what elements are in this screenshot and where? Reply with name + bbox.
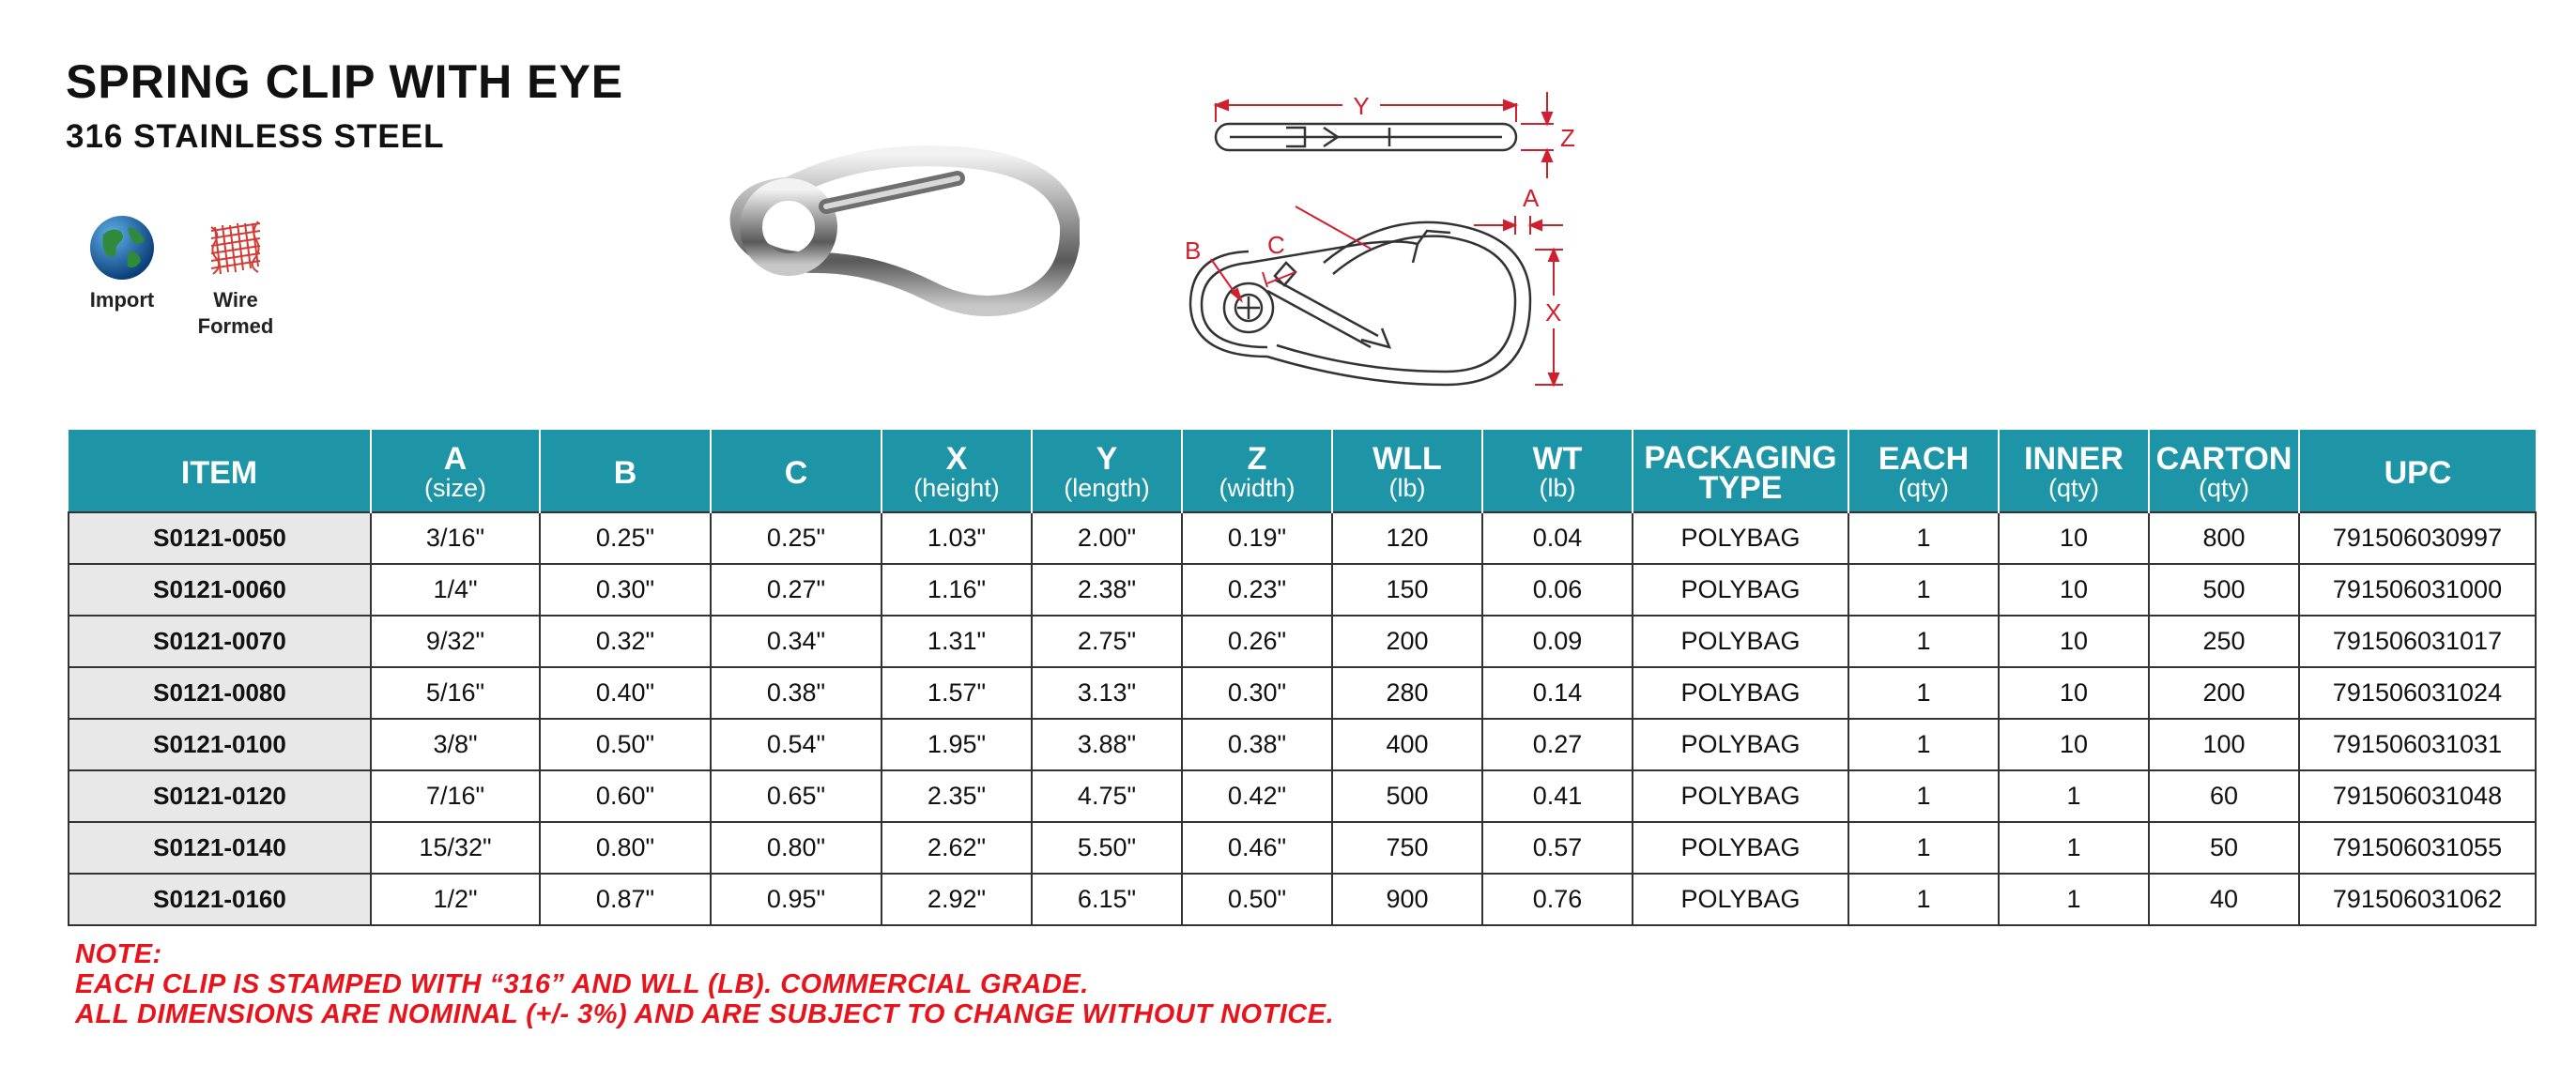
wire-mesh-icon	[202, 214, 269, 282]
table-cell: 400	[1332, 719, 1482, 770]
column-header-label: WT	[1532, 440, 1583, 477]
table-cell: 280	[1332, 667, 1482, 719]
column-header-label: X	[945, 440, 968, 477]
column-header-unit: (height)	[913, 473, 1000, 502]
column-header-x	[882, 430, 1032, 512]
table-cell: 3.88"	[1032, 719, 1182, 770]
table-cell: 0.87"	[540, 874, 711, 925]
column-header-label: A	[443, 440, 468, 477]
table-cell: 1.16"	[882, 564, 1032, 616]
table-cell: 6.15"	[1032, 874, 1182, 925]
table-cell: 0.30"	[1182, 667, 1332, 719]
table-cell: 0.34"	[711, 616, 882, 667]
table-cell: 0.80"	[540, 822, 711, 874]
table-cell: 0.42"	[1182, 770, 1332, 822]
table-cell: 0.40"	[540, 667, 711, 719]
table-cell: 10	[1999, 667, 2149, 719]
table-cell: 0.76	[1482, 874, 1633, 925]
table-cell: 791506031000	[2299, 564, 2536, 616]
column-header-label: C	[784, 454, 808, 491]
table-cell: 0.60"	[540, 770, 711, 822]
table-cell: 1	[1848, 874, 1999, 925]
column-header-unit: (qty)	[2048, 473, 2099, 502]
table-cell: 200	[1332, 616, 1482, 667]
dimension-diagram-drawing	[1173, 75, 1587, 413]
table-cell: 500	[2149, 564, 2299, 616]
table-cell: 40	[2149, 874, 2299, 925]
table-cell: 2.75"	[1032, 616, 1182, 667]
table-cell: 0.50"	[1182, 874, 1332, 925]
table-cell: 0.27	[1482, 719, 1633, 770]
table-cell: POLYBAG	[1633, 719, 1848, 770]
table-cell: 1/4"	[371, 564, 540, 616]
column-header-label: CARTON	[2155, 440, 2292, 477]
column-header-b	[540, 430, 711, 512]
table-cell: 7/16"	[371, 770, 540, 822]
table-cell: 10	[1999, 564, 2149, 616]
table-row	[69, 512, 2536, 564]
table-cell: 120	[1332, 512, 1482, 564]
column-header-upc	[2299, 430, 2536, 512]
column-header-unit: (qty)	[1898, 473, 1949, 502]
table-cell: 1.03"	[882, 512, 1032, 564]
table-row	[69, 719, 2536, 770]
import-label: Import	[89, 288, 155, 312]
table-cell: 1.31"	[882, 616, 1032, 667]
table-cell: 250	[2149, 616, 2299, 667]
table-cell: 1.57"	[882, 667, 1032, 719]
table-cell: 5.50"	[1032, 822, 1182, 874]
table-cell: 791506031048	[2299, 770, 2536, 822]
note-line-stamp: EACH CLIP IS STAMPED WITH “316” AND WLL (LB). COMMERCIAL GRADE.	[75, 969, 1089, 999]
table-cell: 0.23"	[1182, 564, 1332, 616]
item-code-cell: S0121-0050	[69, 512, 371, 564]
column-header-label: Z	[1247, 440, 1267, 477]
table-cell: 0.04	[1482, 512, 1633, 564]
item-code-cell: S0121-0070	[69, 616, 371, 667]
column-header-label: B	[613, 454, 637, 491]
table-cell: 200	[2149, 667, 2299, 719]
column-header-unit: (size)	[424, 473, 486, 502]
table-cell: 1	[1848, 719, 1999, 770]
column-header-unit: (length)	[1064, 473, 1150, 502]
table-cell: 0.41	[1482, 770, 1633, 822]
table-cell: 4.75"	[1032, 770, 1182, 822]
column-header-unit: (width)	[1219, 473, 1296, 502]
dim-y-label: Y	[1353, 92, 1370, 120]
table-cell: 1	[1848, 770, 1999, 822]
table-cell: 10	[1999, 512, 2149, 564]
table-cell: 1	[1848, 822, 1999, 874]
column-header-item	[69, 430, 371, 512]
table-cell: 791506031055	[2299, 822, 2536, 874]
table-cell: 1	[1999, 770, 2149, 822]
spring-clip-illustration	[723, 141, 1080, 328]
column-header-packaging-type	[1633, 430, 1848, 512]
table-cell: 1	[1848, 667, 1999, 719]
table-cell: 0.95"	[711, 874, 882, 925]
column-header-c	[711, 430, 882, 512]
table-cell: 0.46"	[1182, 822, 1332, 874]
table-cell: 800	[2149, 512, 2299, 564]
table-header-row	[69, 430, 2536, 512]
table-cell: 3.13"	[1032, 667, 1182, 719]
table-cell: 0.30"	[540, 564, 711, 616]
table-cell: 50	[2149, 822, 2299, 874]
column-header-each	[1848, 430, 1999, 512]
table-cell: 2.92"	[882, 874, 1032, 925]
product-photo	[723, 141, 1080, 333]
table-cell: 0.57	[1482, 822, 1633, 874]
table-cell: 2.00"	[1032, 512, 1182, 564]
table-cell: 0.38"	[711, 667, 882, 719]
table-cell: 100	[2149, 719, 2299, 770]
column-header-inner	[1999, 430, 2149, 512]
column-header-unit: (qty)	[2199, 473, 2249, 502]
table-cell: 0.65"	[711, 770, 882, 822]
column-header-carton	[2149, 430, 2299, 512]
table-row	[69, 667, 2536, 719]
note-line-dimensions: ALL DIMENSIONS ARE NOMINAL (+/- 3%) AND ARE SUBJECT TO CHANGE WITHOUT NOTICE.	[75, 999, 1335, 1029]
dimension-diagram	[1173, 75, 1587, 418]
wire-formed-badge	[175, 214, 297, 340]
table-row	[69, 564, 2536, 616]
page-title: SPRING CLIP WITH EYE	[66, 55, 624, 108]
table-cell: 1	[1848, 564, 1999, 616]
table-cell: POLYBAG	[1633, 512, 1848, 564]
table-cell: 2.62"	[882, 822, 1032, 874]
column-header-unit: (lb)	[1388, 473, 1426, 502]
table-cell: 500	[1332, 770, 1482, 822]
note-heading: NOTE:	[75, 939, 162, 969]
table-cell: 791506030997	[2299, 512, 2536, 564]
column-header-label: EACH	[1878, 440, 1970, 477]
column-header-wt	[1482, 430, 1633, 512]
spec-table	[68, 430, 2537, 926]
table-cell: 0.26"	[1182, 616, 1332, 667]
table-cell: 791506031024	[2299, 667, 2536, 719]
column-header-label: UPC	[2384, 454, 2452, 491]
table-cell: POLYBAG	[1633, 616, 1848, 667]
column-header-unit: (lb)	[1539, 473, 1576, 502]
table-cell: 0.54"	[711, 719, 882, 770]
table-cell: 1.95"	[882, 719, 1032, 770]
table-cell: POLYBAG	[1633, 770, 1848, 822]
table-cell: 791506031031	[2299, 719, 2536, 770]
table-cell: 150	[1332, 564, 1482, 616]
table-cell: 0.06	[1482, 564, 1633, 616]
table-cell: POLYBAG	[1633, 667, 1848, 719]
table-cell: 10	[1999, 719, 2149, 770]
column-header-label: PACKAGING TYPE	[1644, 439, 1837, 506]
table-cell: 0.32"	[540, 616, 711, 667]
item-code-cell: S0121-0140	[69, 822, 371, 874]
table-cell: 1	[1999, 822, 2149, 874]
dim-b-label: B	[1185, 236, 1202, 265]
globe-icon	[88, 214, 156, 282]
table-cell: 0.80"	[711, 822, 882, 874]
table-cell: 791506031062	[2299, 874, 2536, 925]
item-code-cell: S0121-0120	[69, 770, 371, 822]
table-cell: 10	[1999, 616, 2149, 667]
table-cell: 2.35"	[882, 770, 1032, 822]
table-cell: POLYBAG	[1633, 564, 1848, 616]
item-code-cell: S0121-0080	[69, 667, 371, 719]
item-code-cell: S0121-0160	[69, 874, 371, 925]
table-cell: 1	[1848, 616, 1999, 667]
column-header-a	[371, 430, 540, 512]
table-cell: 0.25"	[711, 512, 882, 564]
column-header-y	[1032, 430, 1182, 512]
dim-c-label: C	[1267, 231, 1285, 259]
item-code-cell: S0121-0060	[69, 564, 371, 616]
table-cell: 0.50"	[540, 719, 711, 770]
table-cell: POLYBAG	[1633, 822, 1848, 874]
table-cell: 750	[1332, 822, 1482, 874]
table-cell: 3/8"	[371, 719, 540, 770]
table-cell: 1	[1848, 512, 1999, 564]
dim-x-label: X	[1545, 298, 1562, 327]
table-cell: 60	[2149, 770, 2299, 822]
table-cell: 0.19"	[1182, 512, 1332, 564]
table-cell: 0.25"	[540, 512, 711, 564]
table-cell: 1	[1999, 874, 2149, 925]
table-row	[69, 770, 2536, 822]
table-row	[69, 822, 2536, 874]
table-row	[69, 616, 2536, 667]
table-cell: 15/32"	[371, 822, 540, 874]
column-header-label: Y	[1096, 440, 1118, 477]
table-cell: 0.09	[1482, 616, 1633, 667]
table-cell: 9/32"	[371, 616, 540, 667]
table-cell: 0.14	[1482, 667, 1633, 719]
column-header-wll	[1332, 430, 1482, 512]
dim-z-label: Z	[1560, 124, 1575, 152]
table-cell: 2.38"	[1032, 564, 1182, 616]
table-cell: 5/16"	[371, 667, 540, 719]
column-header-label: INNER	[2024, 440, 2124, 477]
table-cell: 3/16"	[371, 512, 540, 564]
table-cell: 1/2"	[371, 874, 540, 925]
column-header-label: WLL	[1372, 440, 1442, 477]
table-cell: 900	[1332, 874, 1482, 925]
table-body	[69, 512, 2536, 925]
table-cell: 791506031017	[2299, 616, 2536, 667]
notes-block	[75, 939, 1334, 1029]
page-subtitle: 316 STAINLESS STEEL	[66, 118, 445, 155]
item-code-cell: S0121-0100	[69, 719, 371, 770]
column-header-z	[1182, 430, 1332, 512]
table-cell: 0.27"	[711, 564, 882, 616]
table-row	[69, 874, 2536, 925]
table-cell: 0.38"	[1182, 719, 1332, 770]
import-badge	[61, 214, 183, 313]
dim-a-label: A	[1523, 184, 1540, 212]
wire-formed-label: Wire Formed	[197, 288, 274, 338]
table-cell: POLYBAG	[1633, 874, 1848, 925]
column-header-label: ITEM	[180, 454, 258, 491]
